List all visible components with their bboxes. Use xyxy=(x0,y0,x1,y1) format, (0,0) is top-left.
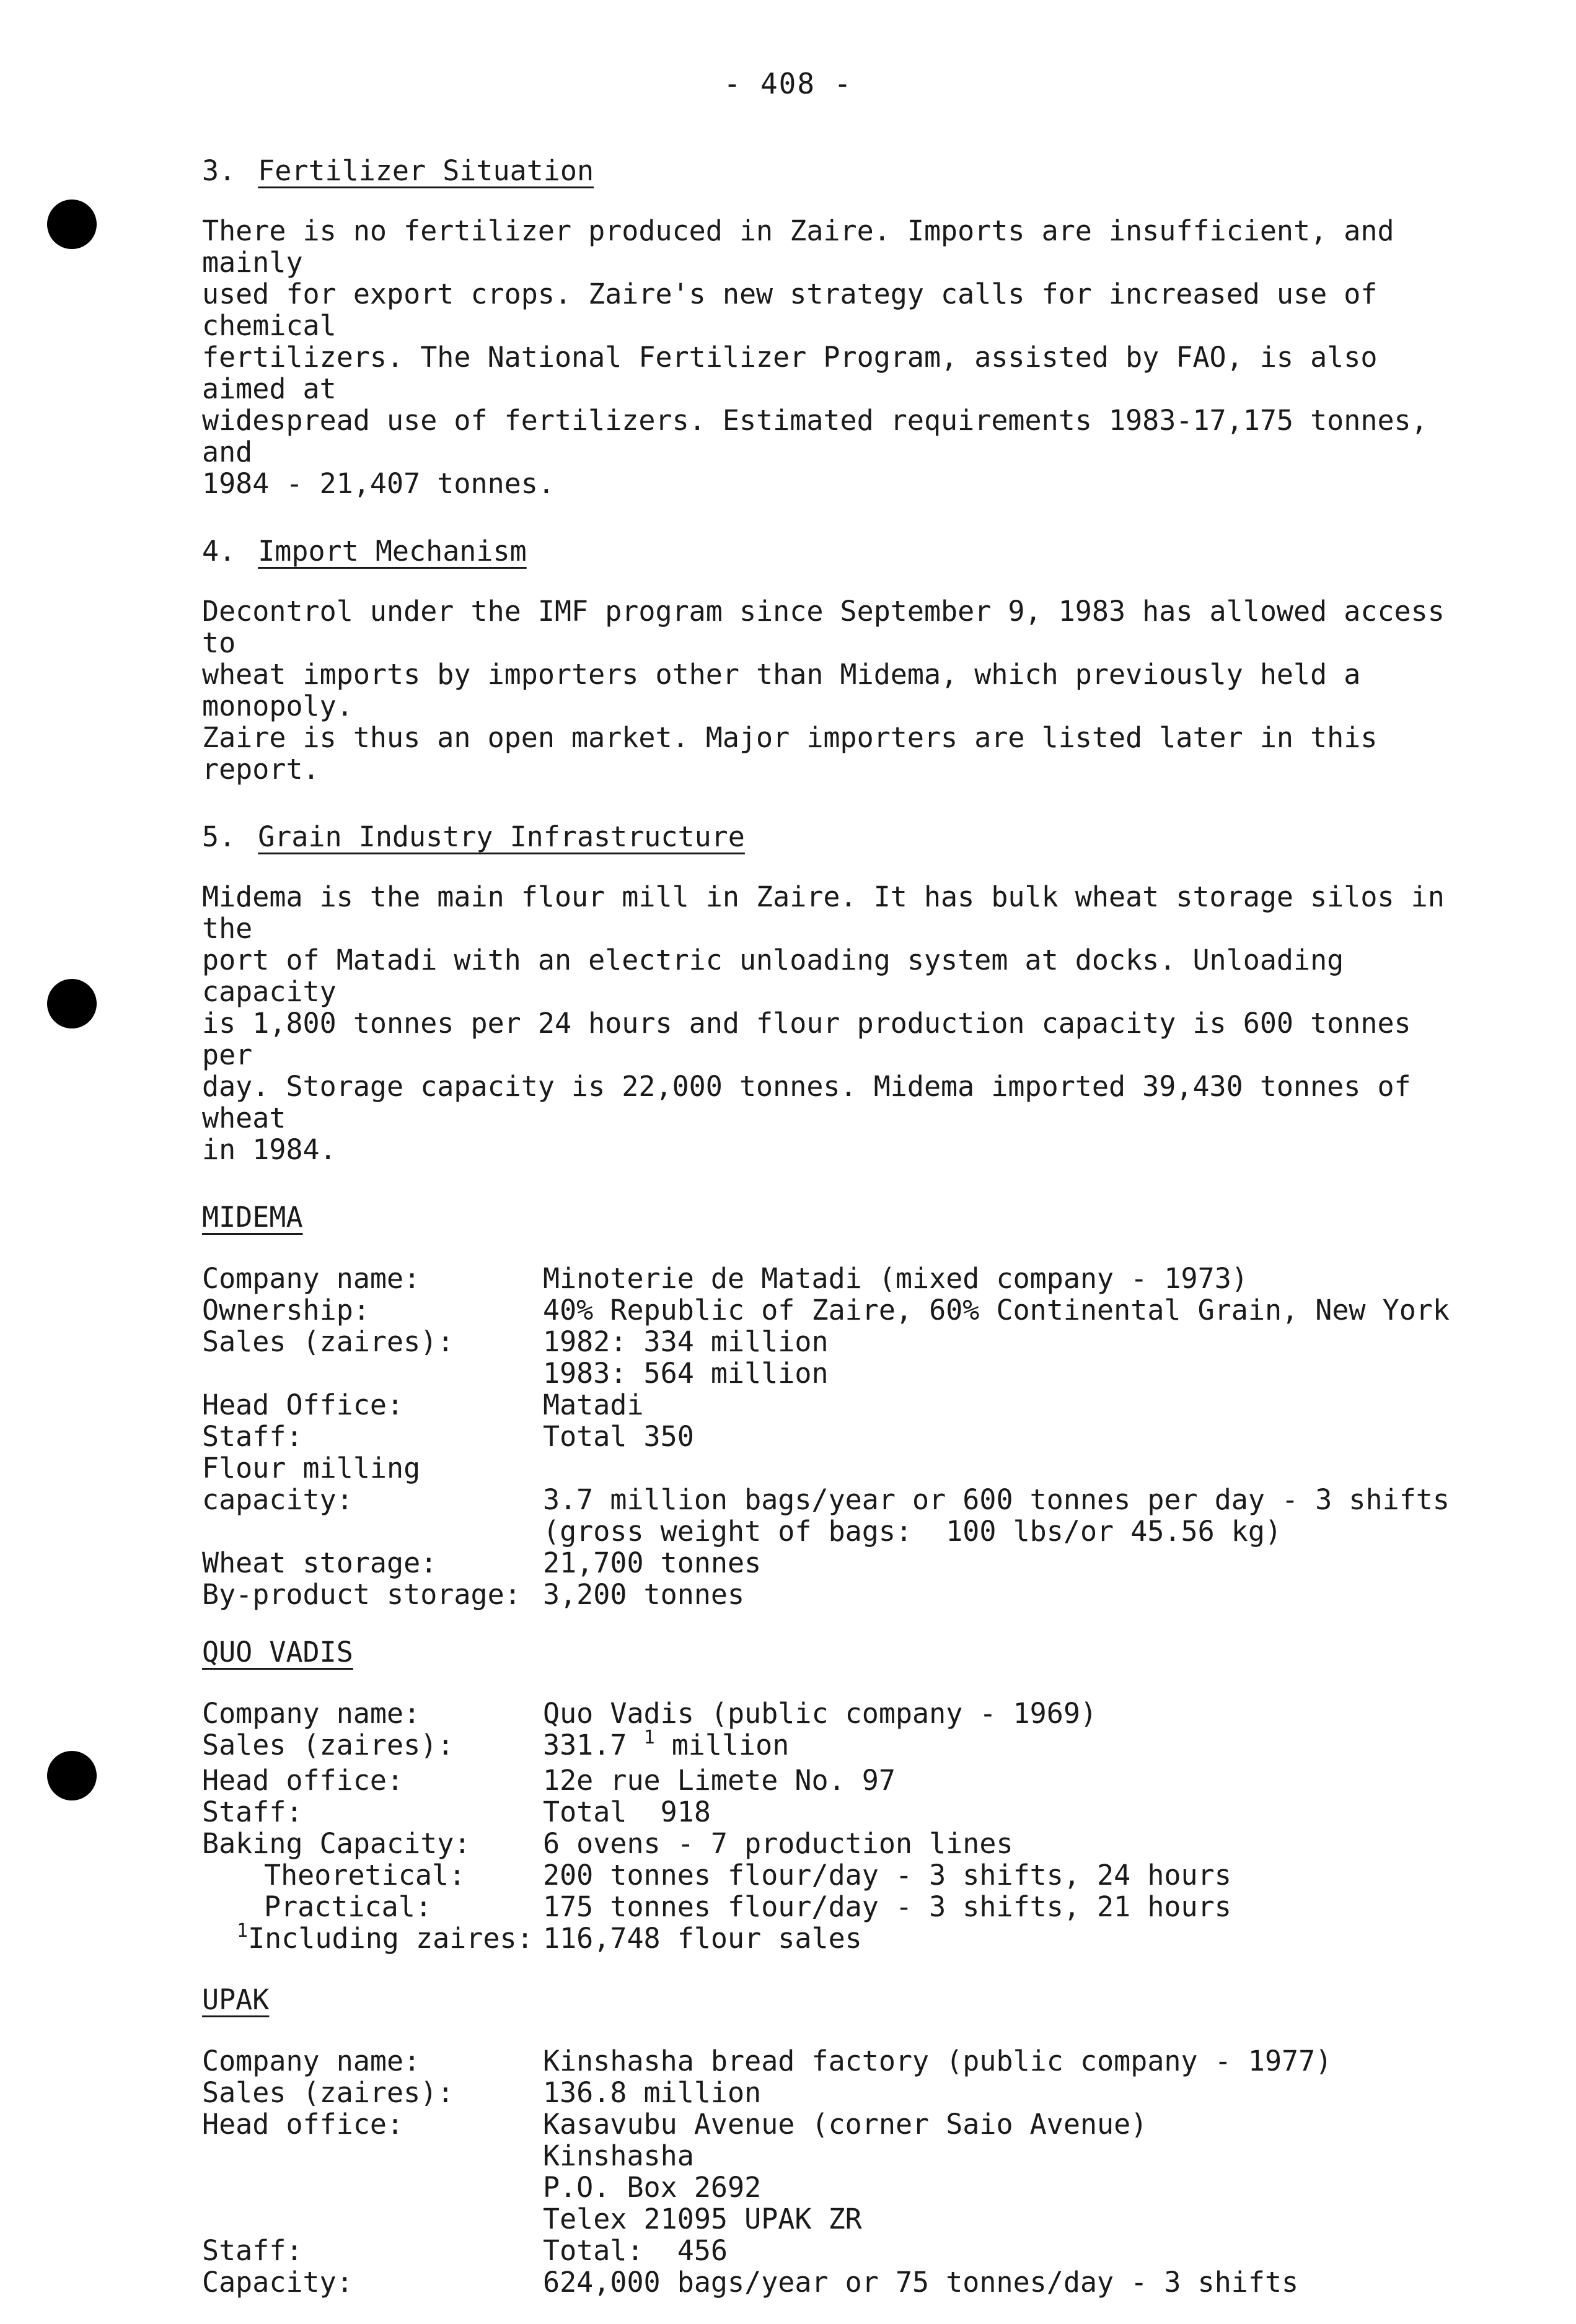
detail-value: 200 tonnes flour/day - 3 shifts, 24 hours xyxy=(543,1859,1231,1892)
detail-label xyxy=(202,2203,543,2235)
company-upak xyxy=(202,1984,1466,2298)
detail-value: Telex 21095 UPAK ZR xyxy=(543,2203,862,2235)
detail-row xyxy=(202,1389,1466,1421)
detail-label: Baking Capacity: xyxy=(202,1827,471,1860)
section-paragraph: Midema is the main flour mill in Zaire. It has bulk wheat storage silos in the port of Matadi with an electric unloading system at docks. Unloading capacity is 1,800 tonnes per 24 hours and flour production capacity is 600 tonnes per day. Storage capacity is 22,000 tonnes. Midema imported 39,430 tonnes of wheat in 1984. xyxy=(202,880,1445,1166)
detail-label: Sales (zaires): xyxy=(202,1325,454,1358)
detail-label xyxy=(202,1357,543,1389)
detail-label: Staff: xyxy=(202,1420,303,1453)
detail-label: Ownership: xyxy=(202,1294,370,1326)
detail-row xyxy=(202,2266,1466,2298)
detail-row xyxy=(202,1357,1466,1389)
detail-value: Total 350 xyxy=(543,1420,694,1453)
detail-row xyxy=(202,1515,1466,1547)
detail-value: 3,200 tonnes xyxy=(543,1578,745,1611)
sales-unit: million xyxy=(671,1729,790,1761)
detail-label: Company name: xyxy=(202,1697,421,1730)
section-paragraph: Decontrol under the IMF program since September 9, 1983 has allowed access to wheat imports by importers other than Midema, which previously held a monopoly. Zaire is thus an open market. Major importers are listed later in this report. xyxy=(202,595,1445,786)
detail-value: 1983: 564 million xyxy=(543,1357,829,1390)
detail-value: 3.7 million bags/year or 600 tonnes per day - 3 shifts xyxy=(543,1483,1450,1516)
detail-label: capacity: xyxy=(202,1483,353,1516)
detail-value: (gross weight of bags: 100 lbs/or 45.56 kg) xyxy=(543,1515,1282,1548)
detail-value: 136.8 million xyxy=(543,2076,762,2109)
detail-row xyxy=(202,1484,1466,1515)
company-midema xyxy=(202,1201,1466,1610)
detail-value: Total 918 xyxy=(543,1796,711,1828)
binder-hole-bottom xyxy=(47,1751,97,1800)
section-heading xyxy=(202,155,1466,186)
detail-label: Staff: xyxy=(202,2234,303,2267)
detail-row xyxy=(202,1729,1466,1765)
detail-row xyxy=(202,1326,1466,1357)
detail-row xyxy=(202,2140,1466,2172)
detail-value: P.O. Box 2692 xyxy=(543,2171,762,2204)
detail-row xyxy=(202,1579,1466,1610)
detail-row xyxy=(202,1294,1466,1326)
page-content xyxy=(202,155,1466,2324)
detail-label: Flour milling xyxy=(202,1452,421,1484)
detail-row xyxy=(202,1859,1466,1891)
detail-label: By-product storage: xyxy=(202,1578,521,1611)
detail-label: Theoretical: xyxy=(264,1859,466,1892)
detail-value: 624,000 bags/year or 75 tonnes/day - 3 shifts xyxy=(543,2266,1299,2299)
detail-value: Quo Vadis (public company - 1969) xyxy=(543,1697,1098,1730)
detail-label: Company name: xyxy=(202,2045,421,2077)
detail-row xyxy=(202,2045,1466,2077)
detail-row xyxy=(202,2108,1466,2140)
detail-row xyxy=(202,1698,1466,1729)
company-title: MIDEMA xyxy=(202,1201,303,1234)
detail-value: Minoterie de Matadi (mixed company - 1973) xyxy=(543,1262,1248,1295)
footnote-label xyxy=(202,1920,543,1958)
detail-row xyxy=(202,2203,1466,2235)
footnote-marker: 1 xyxy=(643,1727,655,1748)
detail-value xyxy=(543,1729,1466,1765)
footnote-row xyxy=(202,1920,1466,1958)
detail-value: Kinshasha bread factory (public company - 1977) xyxy=(543,2045,1332,2077)
detail-value: Matadi xyxy=(543,1388,644,1421)
company-title: UPAK xyxy=(202,1983,270,2016)
section-paragraph: There is no fertilizer produced in Zaire. Imports are insufficient, and mainly used for export crops. Zaire's new strategy calls for increased use of chemical fertilizers. The National Fertilizer Program, assisted by FAO, is also aimed at widespread use of fertilizers. Estimated requirements 1983-17,175 tonnes, and 1984 - 21,407 tonnes. xyxy=(202,214,1428,500)
detail-label: Sales (zaires): xyxy=(202,1729,454,1761)
detail-value: Kasavubu Avenue (corner Saio Avenue) xyxy=(543,2108,1148,2141)
detail-label xyxy=(202,2172,543,2203)
detail-value: Kinshasha xyxy=(543,2139,694,2172)
detail-label: Company name: xyxy=(202,1262,421,1295)
detail-value: 40% Republic of Zaire, 60% Continental Grain, New York xyxy=(543,1294,1450,1326)
detail-row xyxy=(202,2077,1466,2108)
detail-label: Head office: xyxy=(202,1764,404,1797)
footnote-value: 116,748 flour sales xyxy=(543,1922,862,1955)
sales-amount: 331.7 xyxy=(543,1729,627,1761)
detail-label: Sales (zaires): xyxy=(202,2076,454,2109)
footnote-marker: 1 xyxy=(237,1920,249,1942)
detail-label: Staff: xyxy=(202,1796,303,1828)
detail-row xyxy=(202,1547,1466,1579)
section-number: 3. xyxy=(202,154,236,187)
detail-value: 12e rue Limete No. 97 xyxy=(543,1764,896,1797)
detail-row xyxy=(202,1765,1466,1796)
section-title: Grain Industry Infrastructure xyxy=(258,820,745,853)
detail-label xyxy=(202,2140,543,2172)
detail-row xyxy=(202,2172,1466,2203)
section-number: 5. xyxy=(202,820,236,853)
section-title: Fertilizer Situation xyxy=(258,154,594,187)
detail-row xyxy=(202,1828,1466,1859)
binder-hole-middle xyxy=(47,979,97,1028)
detail-row xyxy=(202,1421,1466,1452)
detail-row xyxy=(202,1796,1466,1828)
footnote-text: Including zaires: xyxy=(248,1922,534,1955)
detail-row xyxy=(202,2235,1466,2266)
section-heading xyxy=(202,535,1466,567)
detail-value: 1982: 334 million xyxy=(543,1325,829,1358)
company-title: QUO VADIS xyxy=(202,1636,353,1668)
binder-hole-top xyxy=(47,200,97,249)
page-number: - 408 - xyxy=(723,67,853,100)
detail-label: Head Office: xyxy=(202,1388,404,1421)
detail-value xyxy=(543,1452,1466,1484)
detail-label: Capacity: xyxy=(202,2266,353,2299)
company-quo-vadis xyxy=(202,1636,1466,1958)
detail-row xyxy=(202,1891,1466,1923)
detail-label: Head office: xyxy=(202,2108,404,2141)
section-number: 4. xyxy=(202,535,236,568)
detail-label: Practical: xyxy=(264,1890,432,1923)
detail-row xyxy=(202,1452,1466,1484)
detail-row xyxy=(202,1263,1466,1294)
detail-value: 21,700 tonnes xyxy=(543,1546,762,1579)
detail-value: 6 ovens - 7 production lines xyxy=(543,1827,1013,1860)
detail-label: Wheat storage: xyxy=(202,1546,438,1579)
detail-value: Total: 456 xyxy=(543,2234,728,2267)
section-heading xyxy=(202,821,1466,853)
detail-value: 175 tonnes flour/day - 3 shifts, 21 hours xyxy=(543,1890,1231,1923)
section-title: Import Mechanism xyxy=(258,535,527,568)
detail-label xyxy=(202,1515,543,1547)
